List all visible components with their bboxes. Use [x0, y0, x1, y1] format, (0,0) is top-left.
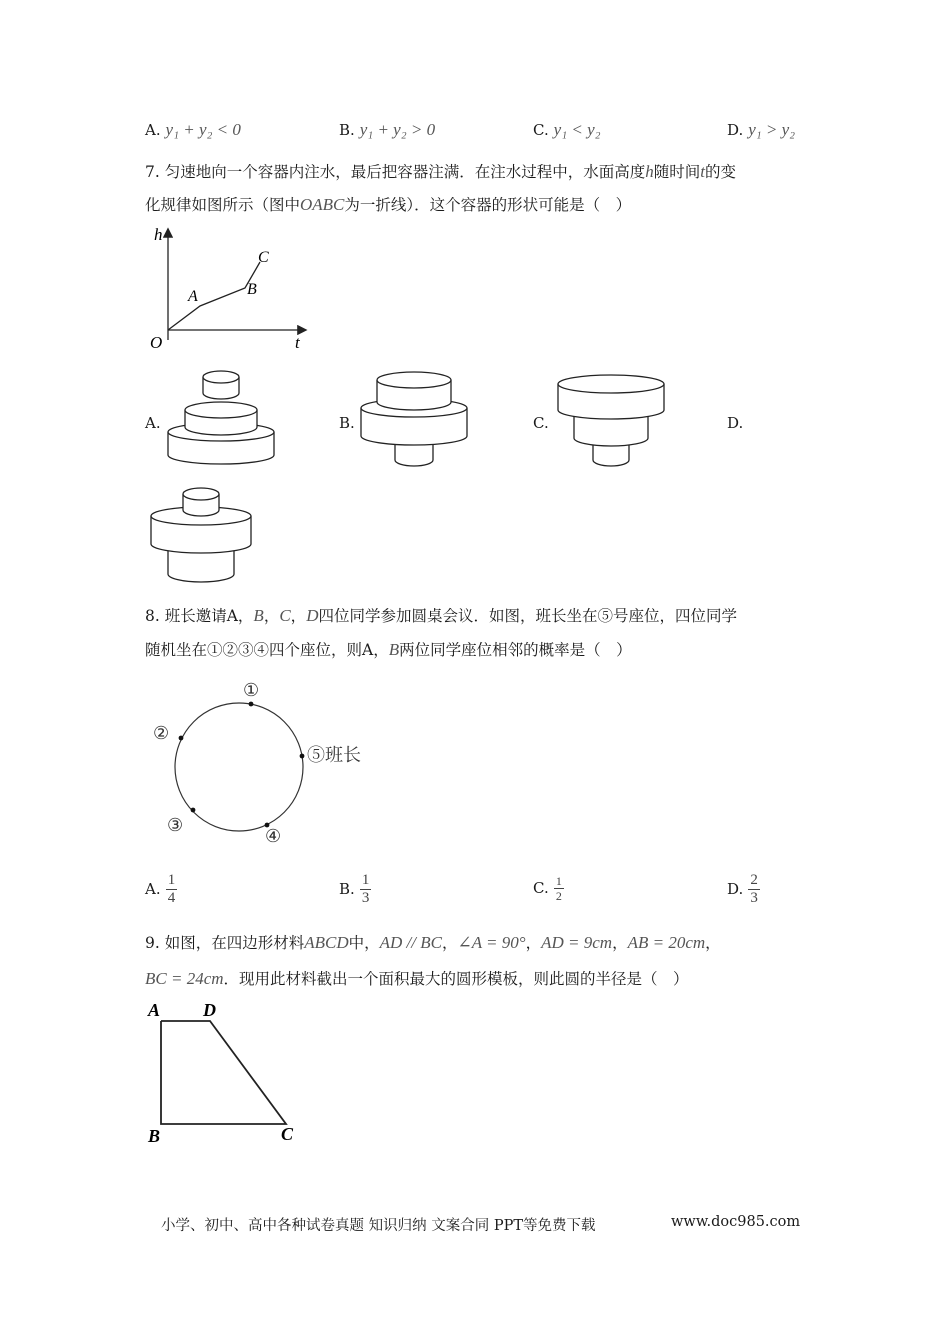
numerator: 1	[555, 874, 562, 888]
footer-url[interactable]	[671, 1214, 800, 1230]
q8-text: 8. 班长邀请A，	[145, 607, 254, 625]
q9-stem-line1	[145, 931, 721, 953]
q6-option-c	[533, 120, 601, 140]
footer-text: 小学、初中、高中各种试卷真题 知识归纳 文案合同 PPT等免费下载	[161, 1218, 596, 1234]
q7-text: 的变	[704, 163, 736, 181]
option-label: B.	[339, 121, 355, 139]
quadrilateral-abcd	[161, 1021, 286, 1124]
q8-text: 随机坐在①②③④四个座位，则A，	[145, 641, 389, 659]
q6-option-d	[727, 120, 795, 140]
q9-text: ，	[612, 934, 628, 952]
q7-option-b-label: B.	[339, 414, 355, 432]
option-label: B.	[339, 880, 355, 898]
seat-1-dot	[249, 702, 254, 707]
q8-text: 四位同学参加圆桌会议．如图，班长坐在⑤号座位，四位同学	[318, 607, 737, 625]
option-label: D.	[727, 880, 744, 898]
option-expression: y₁ + y₂ < 0	[165, 120, 241, 139]
seat-3-label: ③	[167, 815, 184, 835]
footer-promo	[161, 1214, 596, 1235]
var-abcd: ABCD	[304, 933, 349, 952]
q8-stem-line2	[145, 638, 632, 660]
seat-4-label: ④	[265, 826, 282, 846]
seat-2-dot	[179, 736, 184, 741]
container-c-figure	[552, 374, 672, 474]
container-d-figure	[145, 486, 265, 586]
fraction	[554, 874, 564, 903]
q7-text: 随时间	[653, 163, 701, 181]
q7-stem-line2	[145, 193, 631, 215]
denominator: 3	[750, 890, 758, 906]
numerator: 1	[167, 872, 176, 888]
vertex-a-label: A	[148, 1000, 161, 1020]
q7-option-d-label: D.	[727, 414, 744, 432]
denominator: 2	[555, 889, 562, 903]
seat-2-label: ②	[153, 723, 170, 743]
axis-label-t: t	[295, 333, 300, 352]
q8-seat-diagram	[145, 676, 385, 851]
seat-1-label: ①	[243, 680, 260, 700]
q8-text: 两位同学座位相邻的概率是（ ）	[399, 641, 632, 659]
fraction	[166, 872, 178, 907]
fraction	[360, 872, 372, 907]
vertex-d-label: D	[203, 1000, 216, 1020]
q7-text: 为一折线）．这个容器的形状可能是（ ）	[344, 196, 632, 214]
option-label: D.	[727, 121, 744, 139]
point-a-label: A	[188, 288, 198, 305]
q7-option-c-label: C.	[533, 414, 549, 432]
q8-option-c	[533, 874, 564, 903]
seat-5-dot	[300, 754, 305, 759]
axis-label-h: h	[154, 225, 163, 244]
condition-ad: AD = 9cm	[541, 933, 613, 952]
numerator: 1	[361, 872, 370, 888]
condition-parallel: AD // BC	[379, 933, 442, 952]
var-b: B	[253, 606, 264, 625]
q7-text: 化规律如图所示（图中	[145, 196, 301, 214]
vertex-c-label: C	[281, 1124, 294, 1144]
footer-link[interactable]: www.doc985.com	[671, 1214, 801, 1230]
condition-angle: ∠A = 90°	[457, 933, 526, 952]
q7-stem-line1	[145, 160, 736, 182]
option-label: A.	[145, 880, 161, 898]
container-b-figure	[355, 370, 475, 470]
condition-bc: BC = 24cm	[145, 969, 224, 988]
option-label: A.	[145, 121, 161, 139]
q7-option-a-label: A.	[145, 414, 161, 432]
container-a-figure	[162, 364, 282, 474]
denominator: 3	[361, 890, 370, 906]
var-d: D	[306, 606, 319, 625]
q9-text: ，	[525, 934, 542, 952]
option-expression: y₁ < y₂	[553, 120, 601, 139]
q7-graph	[140, 222, 320, 352]
q9-stem-line2	[145, 967, 689, 989]
denominator: 4	[167, 890, 176, 906]
q8-stem-line1	[145, 604, 737, 626]
var-c: C	[279, 606, 291, 625]
var-b: B	[388, 640, 400, 659]
q9-quadrilateral-figure	[140, 996, 310, 1148]
vertex-b-label: B	[148, 1126, 161, 1146]
q9-text: 中，	[348, 934, 380, 952]
var-h: h	[645, 162, 654, 181]
var-oabc: OABC	[300, 195, 345, 214]
q9-text: ，	[441, 934, 458, 952]
q8-option-b	[339, 872, 371, 907]
q8-option-a	[145, 872, 177, 907]
numerator: 2	[750, 872, 758, 888]
q9-text: 9. 如图，在四边形材料	[145, 934, 305, 952]
option-label: C.	[533, 879, 549, 897]
seat-3-dot	[191, 808, 196, 813]
option-expression: y₁ + y₂ > 0	[359, 120, 436, 139]
option-expression: y₁ > y₂	[748, 120, 796, 139]
seat-5-label: ⑤班长	[307, 745, 361, 765]
var-t: t	[700, 162, 705, 181]
q8-text: ，	[290, 607, 307, 625]
condition-ab: AB = 20cm	[627, 933, 706, 952]
q9-text: ，	[705, 934, 721, 952]
q6-option-a	[145, 120, 241, 140]
origin-label: O	[150, 333, 163, 352]
point-c-label: C	[258, 249, 269, 266]
q8-text: ，	[263, 607, 280, 625]
q6-option-b	[339, 120, 435, 140]
option-label: C.	[533, 121, 549, 139]
point-b-label: B	[247, 281, 257, 298]
q8-option-d	[727, 872, 760, 907]
q7-text: 7. 匀速地向一个容器内注水，最后把容器注满．在注水过程中，水面高度	[145, 163, 646, 181]
q9-text: ．现用此材料截出一个面积最大的圆形模板，则此圆的半径是（ ）	[223, 970, 689, 988]
fraction	[748, 872, 760, 907]
